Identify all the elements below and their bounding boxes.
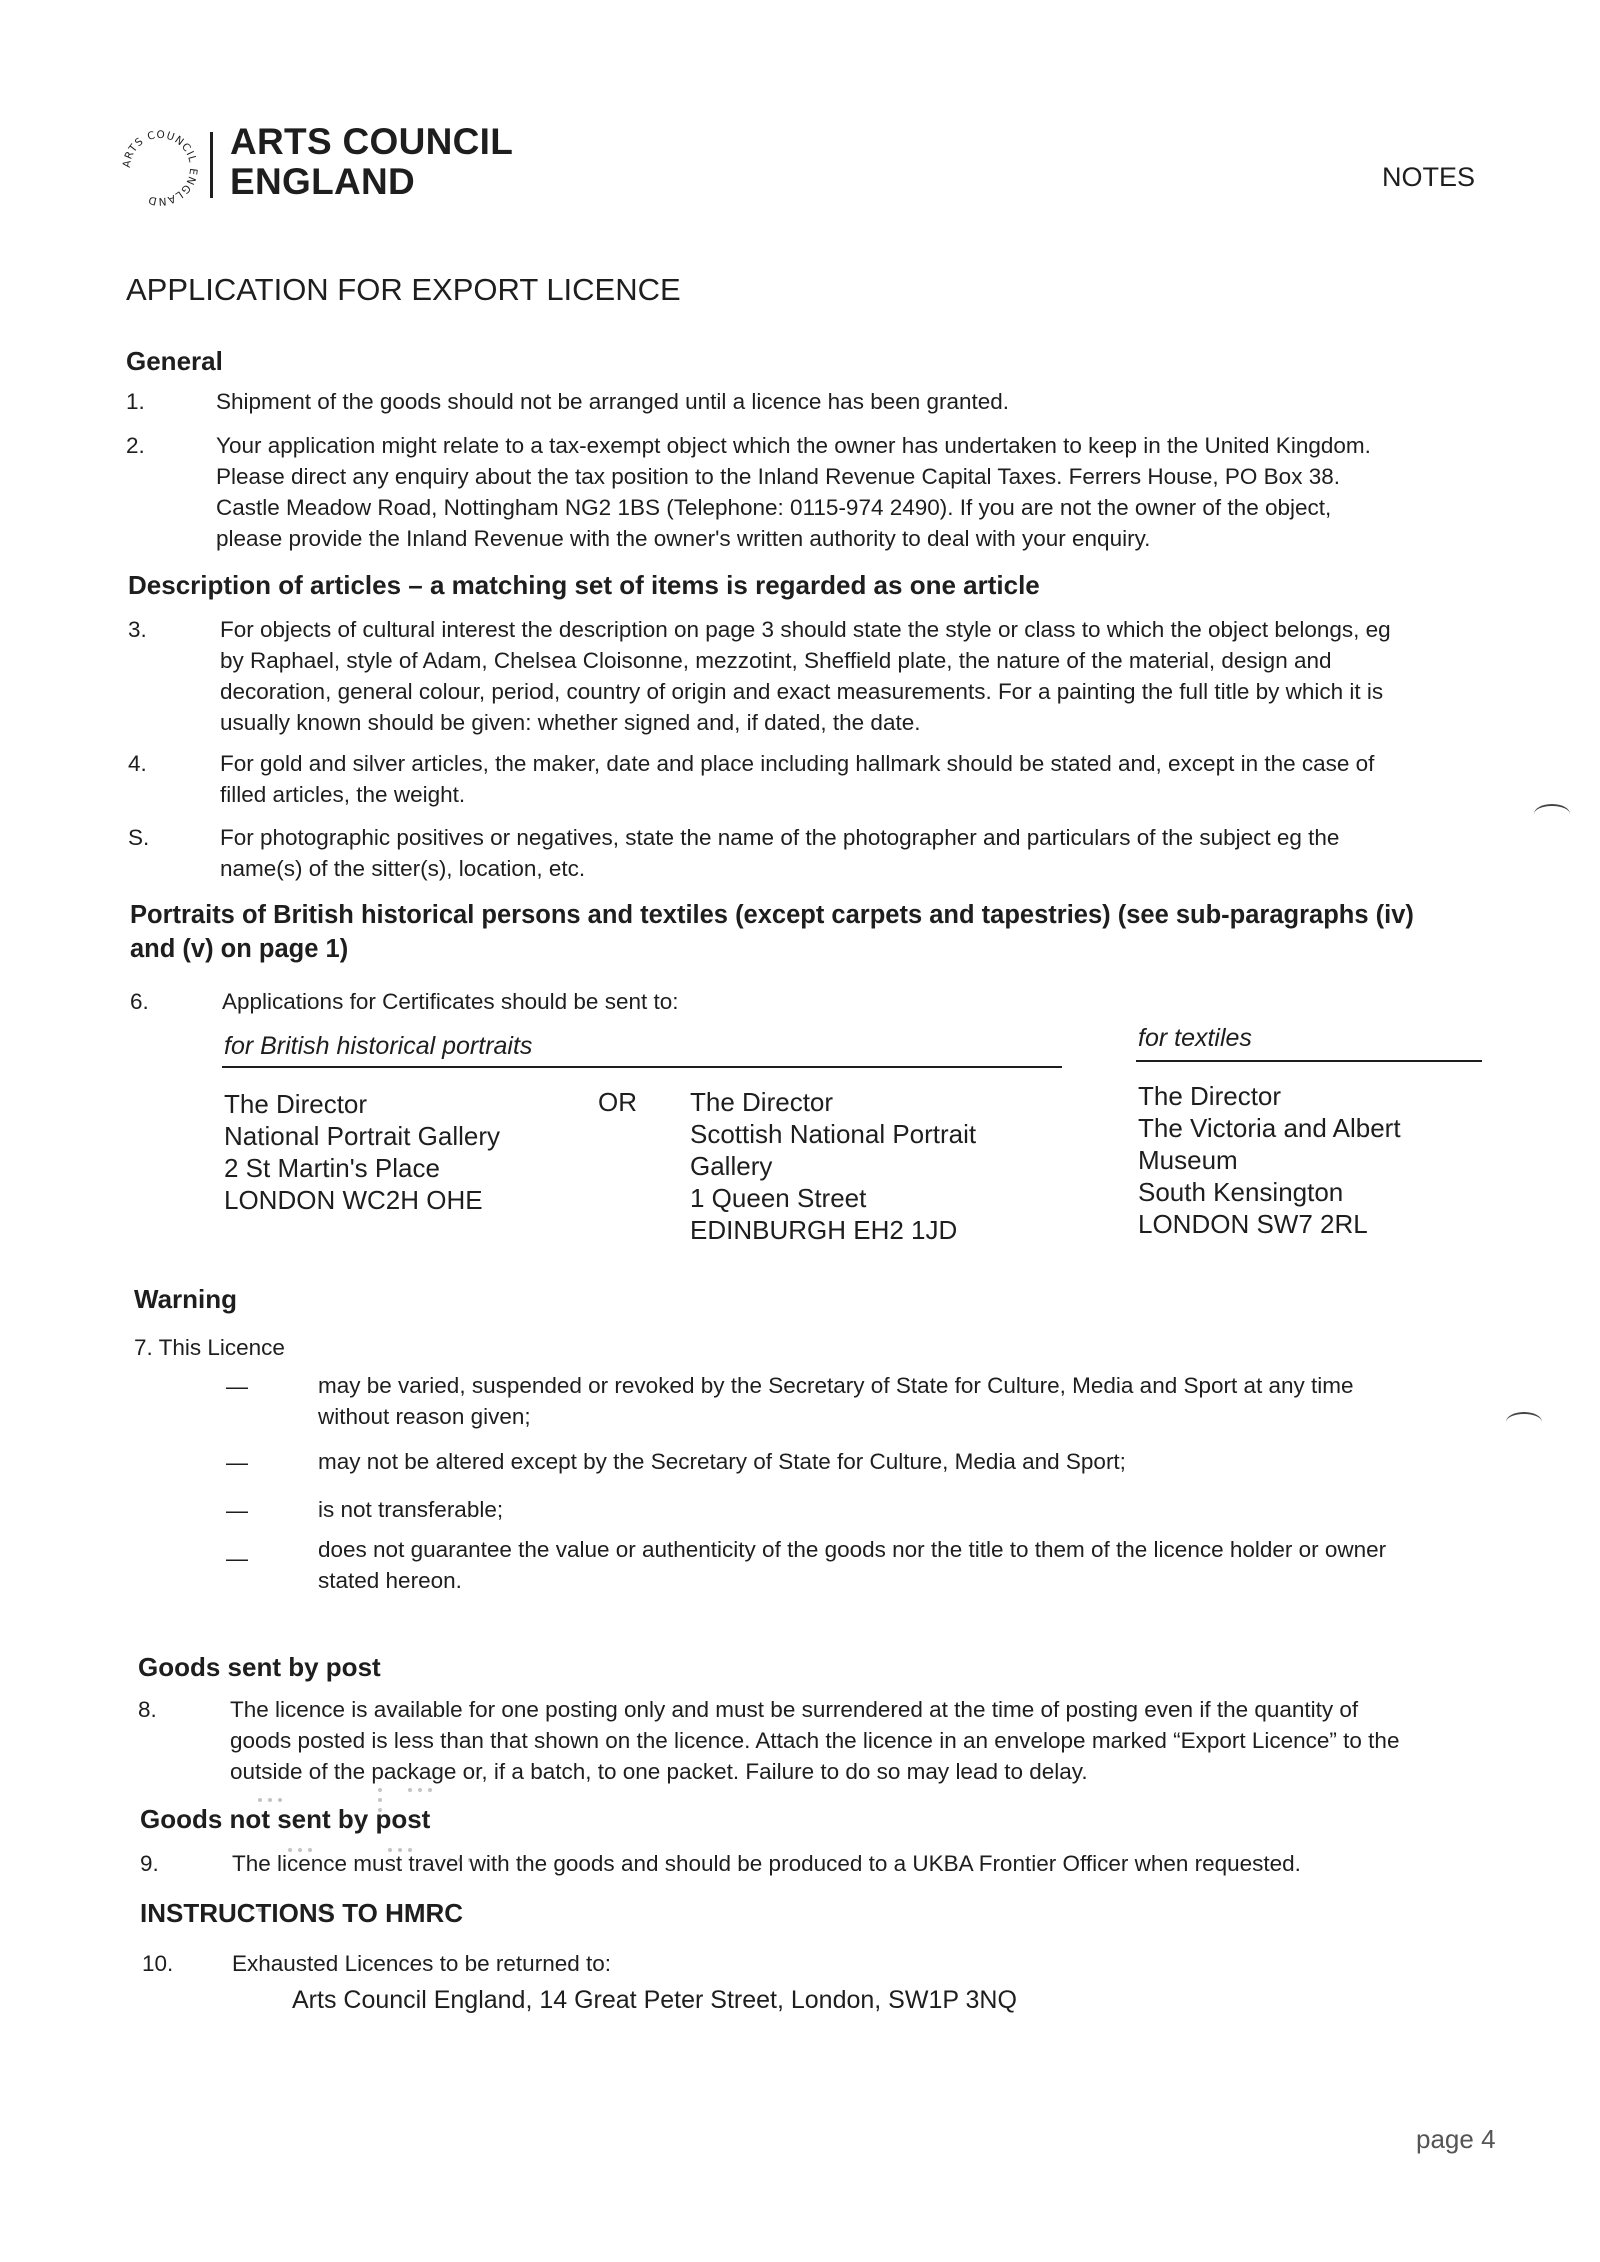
warning-dash: — (226, 1546, 248, 1571)
document-title: APPLICATION FOR EXPORT LICENCE (126, 272, 681, 307)
item-line: The licence is available for one posting only and must be surrendered at the time of posting even if the quantity of (230, 1697, 1359, 1722)
snpg-address (690, 1086, 976, 1246)
item-line: decoration, general colour, period, country of origin and exact measurements. For a painting the full title by which it is (220, 679, 1384, 704)
item-number: 1. (126, 389, 145, 414)
item-line: For photographic positives or negatives, state the name of the photographer and particulars of the subject eg the (220, 825, 1340, 850)
textiles-heading: for textiles (1138, 1024, 1252, 1052)
warning-line: may be varied, suspended or revoked by the Secretary of State for Culture, Media and Sport at any time (318, 1373, 1354, 1398)
item-number: 3. (128, 617, 147, 642)
warning-item-4 (318, 1534, 1386, 1596)
item-text (222, 986, 679, 1017)
va-address (1138, 1080, 1401, 1240)
item-number: S. (128, 825, 150, 850)
svg-text:ARTS COUNCIL ENGLAND: ARTS COUNCIL ENGLAND (120, 128, 200, 208)
warning-line: is not transferable; (318, 1497, 504, 1522)
address-line: LONDON SW7 2RL (1138, 1209, 1368, 1239)
textiles-rule (1136, 1060, 1482, 1062)
warning-line: may not be altered except by the Secretary of State for Culture, Media and Sport; (318, 1449, 1126, 1474)
british-portraits-heading: for British historical portraits (224, 1032, 533, 1060)
item-number: 2. (126, 433, 145, 458)
hole-punch-mark (1506, 1412, 1542, 1432)
item-line: by Raphael, style of Adam, Chelsea Cloisonne, mezzotint, Sheffield plate, the nature of the material, design and (220, 648, 1332, 673)
item-line: Applications for Certificates should be sent to: (222, 989, 679, 1014)
warning-dash: — (226, 1450, 248, 1475)
item-line: filled articles, the weight. (220, 782, 466, 807)
warning-item-2 (318, 1446, 1126, 1477)
item-line: For objects of cultural interest the description on page 3 should state the style or class to which the object belongs, eg (220, 617, 1391, 642)
section-goods-not-post-heading: Goods not sent by post (140, 1804, 431, 1834)
address-line: The Director (224, 1089, 368, 1119)
address-line: Museum (1138, 1145, 1238, 1175)
item-line: Your application might relate to a tax-exempt object which the owner has undertaken to keep in the United Kingdom. (216, 433, 1371, 458)
item-line: Arts Council England, 14 Great Peter Street, London, SW1P 3NQ (292, 1986, 1017, 2014)
logo-divider (210, 132, 213, 198)
heading-line: and (v) on page 1) (130, 935, 349, 963)
section-warning-heading: Warning (134, 1284, 238, 1314)
warning-item-3 (318, 1494, 503, 1525)
item-line: usually known should be given: whether signed and, if dated, the date. (220, 710, 921, 735)
item-text (216, 386, 1009, 417)
item-line: outside of the package or, if a batch, to one packet. Failure to do so may lead to delay. (230, 1759, 1088, 1784)
item-text (220, 748, 1374, 810)
note-item-7: 7. This Licence (134, 1335, 285, 1360)
address-line: South Kensington (1138, 1177, 1344, 1207)
warning-item-1 (318, 1370, 1354, 1432)
npg-address (224, 1088, 500, 1216)
address-line: The Director (1138, 1081, 1282, 1111)
item-text (220, 614, 1391, 738)
warning-dash: — (226, 1498, 248, 1523)
warning-dash: — (226, 1374, 248, 1399)
address-line: National Portrait Gallery (224, 1121, 500, 1151)
british-portraits-rule (222, 1066, 1062, 1068)
item-line: The licence must travel with the goods and should be produced to a UKBA Frontier Officer when requested. (232, 1851, 1301, 1876)
address-line: 2 St Martin's Place (224, 1153, 440, 1183)
item-number: 4. (128, 751, 147, 776)
or-label: OR (598, 1087, 637, 1117)
hole-punch-mark (1534, 804, 1570, 824)
item-line: Please direct any enquiry about the tax position to the Inland Revenue Capital Taxes. Ferrers House, PO Box 38. (216, 464, 1340, 489)
section-instructions-heading: INSTRUCTIONS TO HMRC (140, 1898, 464, 1928)
section-goods-post-heading: Goods sent by post (138, 1652, 381, 1682)
notes-label: NOTES (1382, 162, 1476, 192)
heading-line: Portraits of British historical persons and textiles (except carpets and tapestries) (see sub-paragraphs (iv) (130, 901, 1414, 929)
address-line: The Victoria and Albert (1138, 1113, 1401, 1143)
section-description-heading: Description of articles – a matching set of items is regarded as one article (128, 570, 1040, 600)
page-number: page 4 (1416, 2124, 1496, 2154)
item-line: please provide the Inland Revenue with the owner's written authority to deal with your enquiry. (216, 526, 1151, 551)
item-line: name(s) of the sitter(s), location, etc. (220, 856, 586, 881)
item-number: 10. (142, 1951, 174, 1976)
item-text (230, 1694, 1399, 1787)
item-line: goods posted is less than that shown on the licence. Attach the licence in an envelope marked “Export Licence” to the (230, 1728, 1400, 1753)
address-line: EDINBURGH EH2 1JD (690, 1215, 958, 1245)
address-line: 1 Queen Street (690, 1183, 867, 1213)
section-general-heading: General (126, 346, 223, 376)
item-line: For gold and silver articles, the maker, date and place including hallmark should be stated and, except in the case of (220, 751, 1375, 776)
section-portraits-heading (130, 898, 1414, 966)
address-line: LONDON WC2H OHE (224, 1185, 483, 1215)
item-line: Shipment of the goods should not be arranged until a licence has been granted. (216, 389, 1010, 414)
item-line: Castle Meadow Road, Nottingham NG2 1BS (Telephone: 0115-974 2490). If you are not the owner of the object, (216, 495, 1332, 520)
organisation-name-line2: ENGLAND (230, 161, 416, 202)
item-text (232, 1948, 1017, 2016)
item-text (220, 822, 1339, 884)
item-number: 9. (140, 1851, 159, 1876)
address-line: Scottish National Portrait (690, 1119, 977, 1149)
organisation-name (230, 122, 513, 202)
item-number: 8. (138, 1697, 157, 1722)
address-line: Gallery (690, 1151, 773, 1181)
warning-line: stated hereon. (318, 1568, 462, 1593)
perforation-stamp (250, 1780, 670, 1930)
item-text (216, 430, 1371, 554)
arts-council-logo (118, 118, 538, 208)
item-line: Exhausted Licences to be returned to: (232, 1951, 611, 1976)
warning-line: without reason given; (318, 1404, 531, 1429)
item-number: 6. (130, 989, 149, 1014)
organisation-name-line1: ARTS COUNCIL (230, 121, 514, 162)
warning-line: does not guarantee the value or authenticity of the goods nor the title to them of the licence holder or owner (318, 1537, 1387, 1562)
logo-ring-icon (118, 126, 202, 210)
address-line: The Director (690, 1087, 834, 1117)
